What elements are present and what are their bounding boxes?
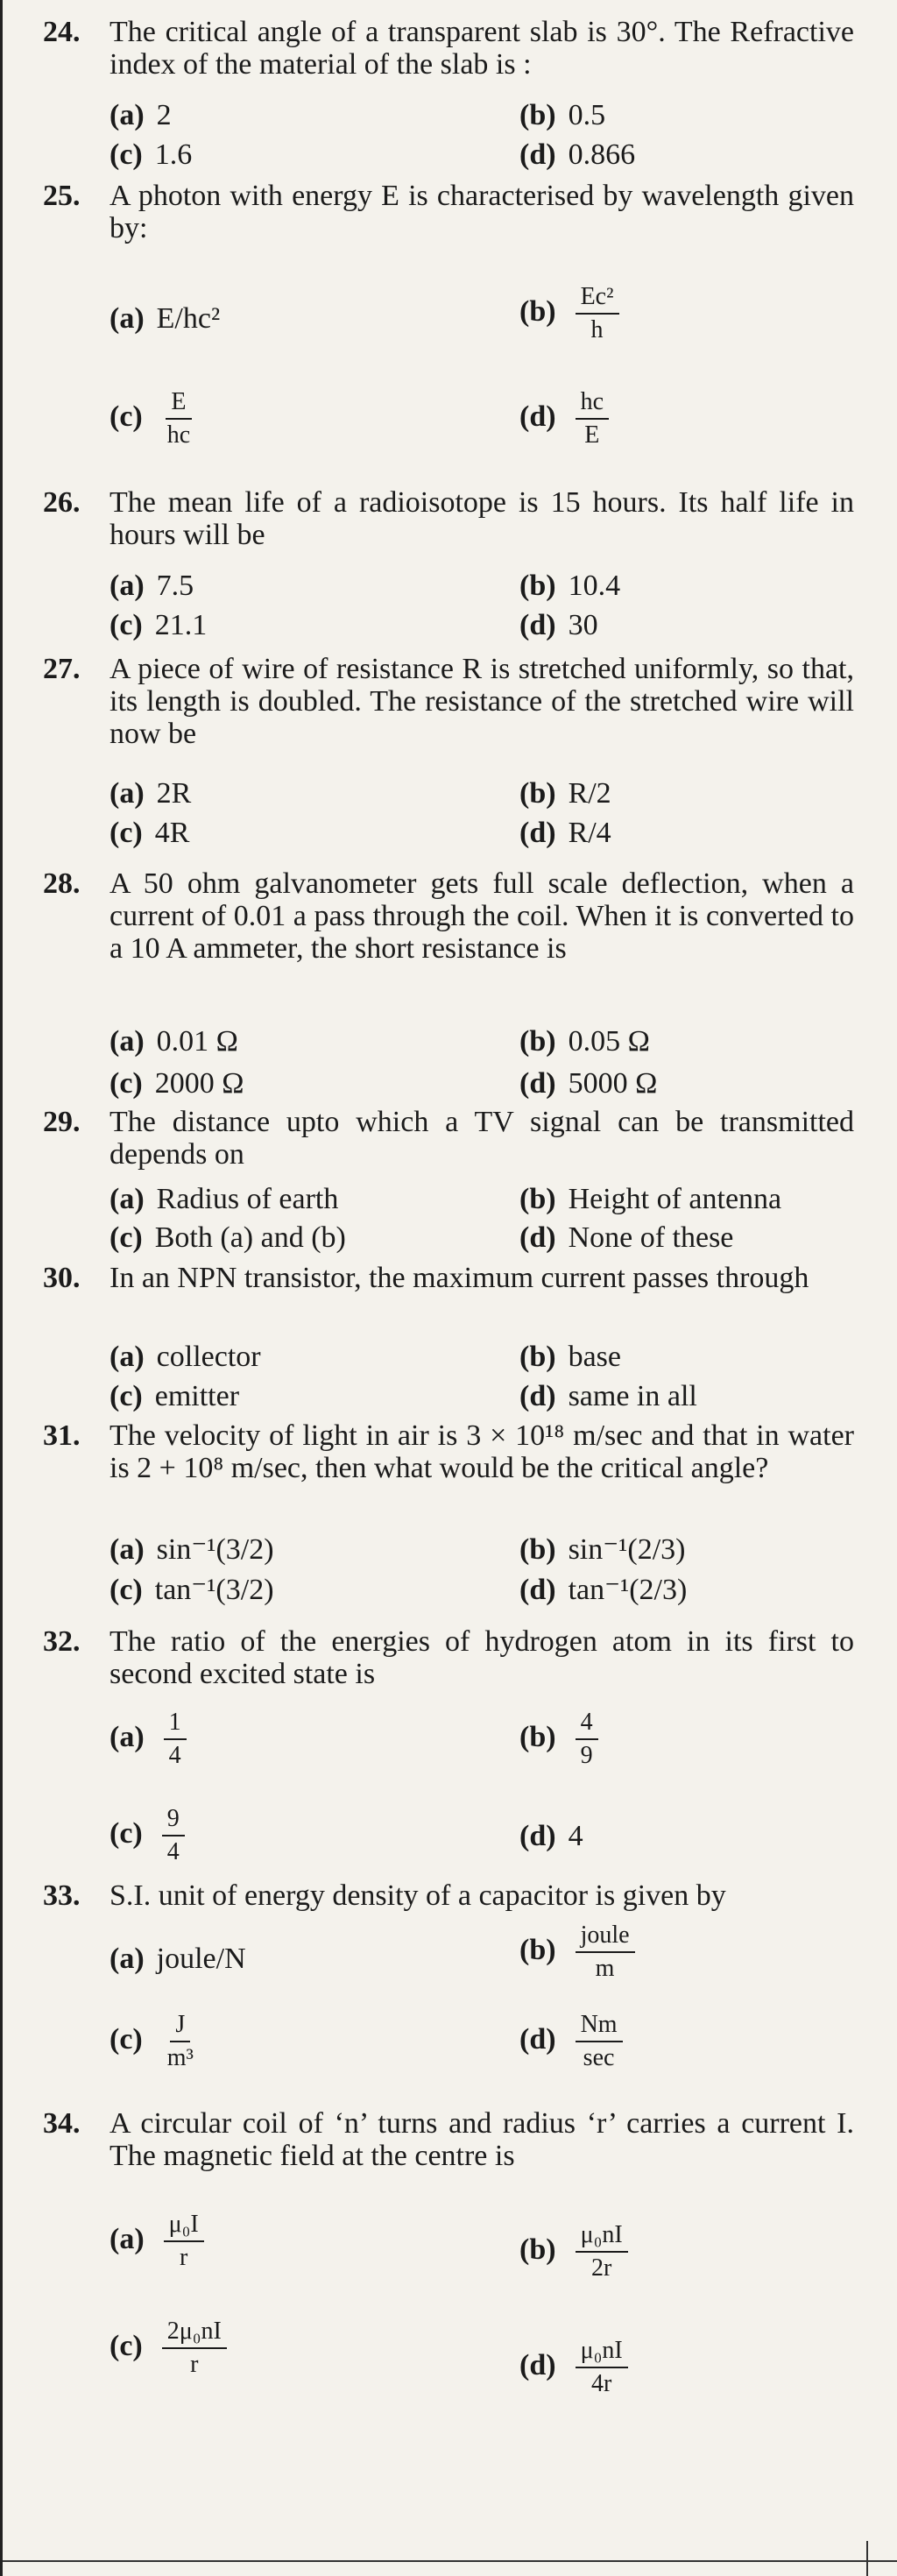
option-b[interactable]: (b) Height of antenna: [519, 1183, 782, 1215]
question-number: 29.: [43, 1106, 81, 1138]
question-number: 27.: [43, 653, 81, 685]
option-a[interactable]: (a) E/hc²: [109, 302, 221, 335]
question-text: The mean life of a radioisotope is 15 hours. Its half life in hours will be: [109, 486, 854, 551]
option-c[interactable]: (c) $\frac{\text{2μ₀nI}}{r}$: [109, 2318, 227, 2379]
option-c[interactable]: (c) $\frac{J}{\text{m³}}$: [109, 2011, 194, 2071]
option-a[interactable]: (a) joule/N: [109, 1943, 246, 1975]
option-c[interactable]: (c) 1.6: [109, 138, 193, 171]
option-b[interactable]: (b) $\frac{\text{joule}}{m}$: [519, 1921, 635, 1983]
option-d[interactable]: (d) 4: [519, 1820, 583, 1852]
option-d[interactable]: (d) $\frac{Nm}{\sec}$: [519, 2011, 623, 2072]
option-c[interactable]: (c) 21.1: [109, 609, 208, 641]
option-a[interactable]: (a) 7.5: [109, 570, 194, 602]
option-d[interactable]: (d) tan⁻¹(2/3): [519, 1574, 688, 1606]
option-b[interactable]: (b) $\frac{\text{μ₀nI}}{2r}$: [519, 2221, 628, 2282]
option-a[interactable]: (a) collector: [109, 1341, 261, 1373]
option-c[interactable]: (c) tan⁻¹(3/2): [109, 1574, 274, 1606]
option-a[interactable]: (a) Radius of earth: [109, 1183, 339, 1215]
option-d[interactable]: (d) $\frac{hc}{E}$: [519, 388, 609, 449]
option-d[interactable]: (d) same in all: [519, 1380, 697, 1412]
option-a[interactable]: (a) $\frac{1}{4}$: [109, 1709, 187, 1770]
question-text: A photon with energy E is characterised by wavelength given by:: [109, 180, 854, 244]
option-c[interactable]: (c) 2000 Ω: [109, 1067, 244, 1100]
option-a[interactable]: (a) $\frac{\text{μ₀I}}{r}$: [109, 2211, 204, 2272]
option-a[interactable]: (a) 0.01 Ω: [109, 1025, 238, 1058]
bottom-rule: [3, 2560, 897, 2562]
question-number: 26.: [43, 486, 81, 519]
option-c[interactable]: (c) emitter: [109, 1380, 240, 1412]
option-d[interactable]: (d) 30: [519, 609, 598, 641]
option-b[interactable]: (b) sin⁻¹(2/3): [519, 1533, 686, 1566]
question-text: The ratio of the energies of hydrogen atom in its first to second excited state is: [109, 1625, 854, 1690]
option-a[interactable]: (a) 2: [109, 99, 172, 131]
question-number: 24.: [43, 16, 81, 48]
question-number: 32.: [43, 1625, 81, 1658]
option-d[interactable]: (d) 5000 Ω: [519, 1067, 658, 1100]
option-c[interactable]: (c) $\frac{9}{4}$: [109, 1805, 185, 1866]
option-d[interactable]: (d) None of these: [519, 1221, 734, 1254]
question-text: A 50 ohm galvanometer gets full scale deflection, when a current of 0.01 a pass through the coil. When it is converted to a 10 A ammeter, the short resistance is: [109, 867, 854, 965]
question-number: 34.: [43, 2107, 81, 2140]
option-b[interactable]: (b) $\frac{4}{9}$: [519, 1709, 598, 1770]
question-text: A piece of wire of resistance R is stretched uniformly, so that, its length is doubled. The resistance of the stretched wire will now be: [109, 653, 854, 750]
option-c[interactable]: (c) Both (a) and (b): [109, 1221, 346, 1254]
option-d[interactable]: (d) 0.866: [519, 138, 636, 171]
question-text: The critical angle of a transparent slab is 30°. The Refractive index of the material of the slab is :: [109, 16, 854, 81]
option-c[interactable]: (c) $\frac{E}{hc}$: [109, 388, 191, 449]
question-number: 31.: [43, 1419, 81, 1452]
question-number: 30.: [43, 1262, 81, 1294]
question-number: 28.: [43, 867, 81, 900]
option-a[interactable]: (a) sin⁻¹(3/2): [109, 1533, 274, 1566]
corner-mark: [866, 2541, 868, 2576]
option-b[interactable]: (b) base: [519, 1341, 621, 1373]
question-number: 33.: [43, 1879, 81, 1912]
option-b[interactable]: (b) 10.4: [519, 570, 621, 602]
option-b[interactable]: (b) 0.5: [519, 99, 606, 131]
question-text: In an NPN transistor, the maximum current passes through: [109, 1262, 809, 1294]
option-a[interactable]: (a) 2R: [109, 777, 192, 810]
option-b[interactable]: (b) R/2: [519, 777, 611, 810]
question-text: The velocity of light in air is 3 × 10¹⁸ m/sec and that in water is 2 + 10⁸ m/sec, then what would be the critical angle?: [109, 1419, 854, 1484]
question-text: S.I. unit of energy density of a capacitor is given by: [109, 1879, 726, 1912]
question-text: The distance upto which a TV signal can be transmitted depends on: [109, 1106, 854, 1171]
option-b[interactable]: (b) $\frac{\text{Ec²}}{h}$: [519, 283, 619, 344]
option-d[interactable]: (d) R/4: [519, 817, 611, 849]
question-number: 25.: [43, 180, 81, 212]
option-c[interactable]: (c) 4R: [109, 817, 190, 849]
option-d[interactable]: (d) $\frac{\text{μ₀nI}}{4r}$: [519, 2337, 628, 2398]
question-text: A circular coil of ‘n’ turns and radius ‘r’ carries a current I. The magnetic field at the centre is: [109, 2107, 854, 2172]
option-b[interactable]: (b) 0.05 Ω: [519, 1025, 650, 1058]
